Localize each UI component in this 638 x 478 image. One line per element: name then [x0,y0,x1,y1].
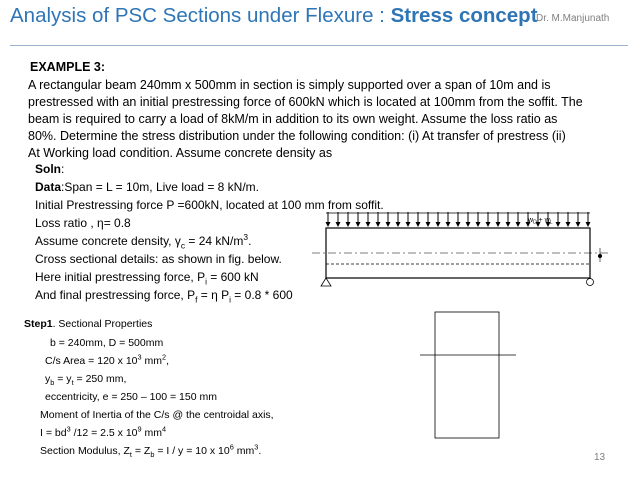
pi-value: = 600 kN [206,270,259,284]
inertia-line [40,424,167,439]
step1-title: . Sectional Properties [52,318,153,330]
area-sup: 3 [137,352,142,362]
y-text: y [45,373,51,385]
pf-text: And final prestressing force, P [35,288,196,302]
problem-statement [28,77,618,162]
prestress-force-line: Initial Prestressing force P =600kN, located at 100 mm from soffit. [35,198,384,212]
z-value: = I / y = 10 x 10 [154,445,230,457]
y-value: = 250 mm, [73,373,127,385]
pf-value: = 0.8 * 600 [230,288,293,302]
cross-section-line: Cross sectional details: as shown in fig. below. [35,252,282,266]
pi-text: Here initial prestressing force, P [35,270,206,284]
page-number: 13 [594,452,606,463]
soln-colon: : [61,162,65,176]
final-prestress-line [35,288,293,305]
data-text: :Span = L = 10m, Live load = 8 kN/m. [61,180,260,194]
step1-heading [24,318,152,330]
i-value: /12 = 2.5 x 10 [70,427,138,439]
problem-line: beam is required to carry a load of 8kM/m in addition to its own weight. Assume the loss ratio as [28,112,558,126]
eccentricity-line: eccentricity, e = 250 – 100 = 150 mm [45,391,217,403]
loss-ratio-line: Loss ratio , η= 0.8 [35,216,131,230]
zt-sub: t [129,450,132,460]
step1-label: Step1 [24,318,53,330]
example-heading: EXAMPLE 3: [30,60,106,74]
left-support [321,278,331,286]
title-bold: Stress concept [390,4,538,27]
problem-line: A rectangular beam 240mm x 500mm in section is simply supported over a span of 10m and is [28,78,551,92]
density-superscript: 3 [243,232,249,242]
problem-line: 80%. Determine the stress distribution under the following condition: (i) At transfer of prestress (ii) [28,129,566,143]
area-comma: , [166,355,170,367]
pf-subscript-i: i [229,294,231,305]
title-main: Analysis of PSC Sections under Flexure : [10,4,391,27]
density-line [35,232,252,251]
moi-line: Moment of Inertia of the C/s @ the centroidal axis, [40,409,274,421]
i-unit-sup: 4 [162,424,167,434]
yt-sub: t [71,378,74,388]
i-sup: 3 [66,424,71,434]
soln-heading [35,162,64,176]
data-label: Data [35,180,62,194]
section-modulus-line [40,442,262,460]
problem-line: At Working load condition. Assume concrete density as [28,146,333,160]
z-text: Section Modulus, Z [40,445,130,457]
pf-subscript: f [195,294,198,305]
y-eq: = y [54,373,72,385]
area-unit: mm [141,355,163,367]
i-unit: mm [141,427,163,439]
i-text: I = bd [40,427,67,439]
z-period: . [258,445,262,457]
area-unit-sup: 2 [162,352,167,362]
z-eq: = Z [131,445,151,457]
yb-sub: b [50,378,55,388]
z-unit-sup: 3 [254,442,259,452]
i-exp: 9 [137,424,142,434]
beam-diagram [310,212,626,292]
author-label: Dr. M.Manjunath [536,13,610,24]
problem-line: prestressed with an initial prestressing force of 600kN which is located at 100mm from the soffit. The [28,95,583,109]
z-exp: 6 [229,442,234,452]
right-support [587,279,594,286]
initial-prestress-line [35,270,259,287]
y-line [45,373,127,388]
load-label: $w_D + w_L$ [528,217,553,226]
pi-subscript: i [205,276,207,287]
area-text: C/s Area = 120 x 10 [45,355,138,367]
density-text: Assume concrete density, γ [35,234,181,248]
dimensions-line: b = 240mm, D = 500mm [50,337,164,349]
z-unit: mm [233,445,255,457]
density-period: . [248,234,252,248]
density-subscript: c [180,240,186,251]
density-value: = 24 kN/m [185,234,244,248]
area-line [45,352,170,367]
data-line [35,180,259,194]
pf-eta: = η P [197,288,230,302]
header-divider [10,45,628,46]
soln-label: Soln [35,162,61,176]
cross-section-rect [435,312,499,438]
cross-section-diagram [418,310,520,442]
zb-sub: b [150,450,155,460]
slide-title [10,4,538,28]
